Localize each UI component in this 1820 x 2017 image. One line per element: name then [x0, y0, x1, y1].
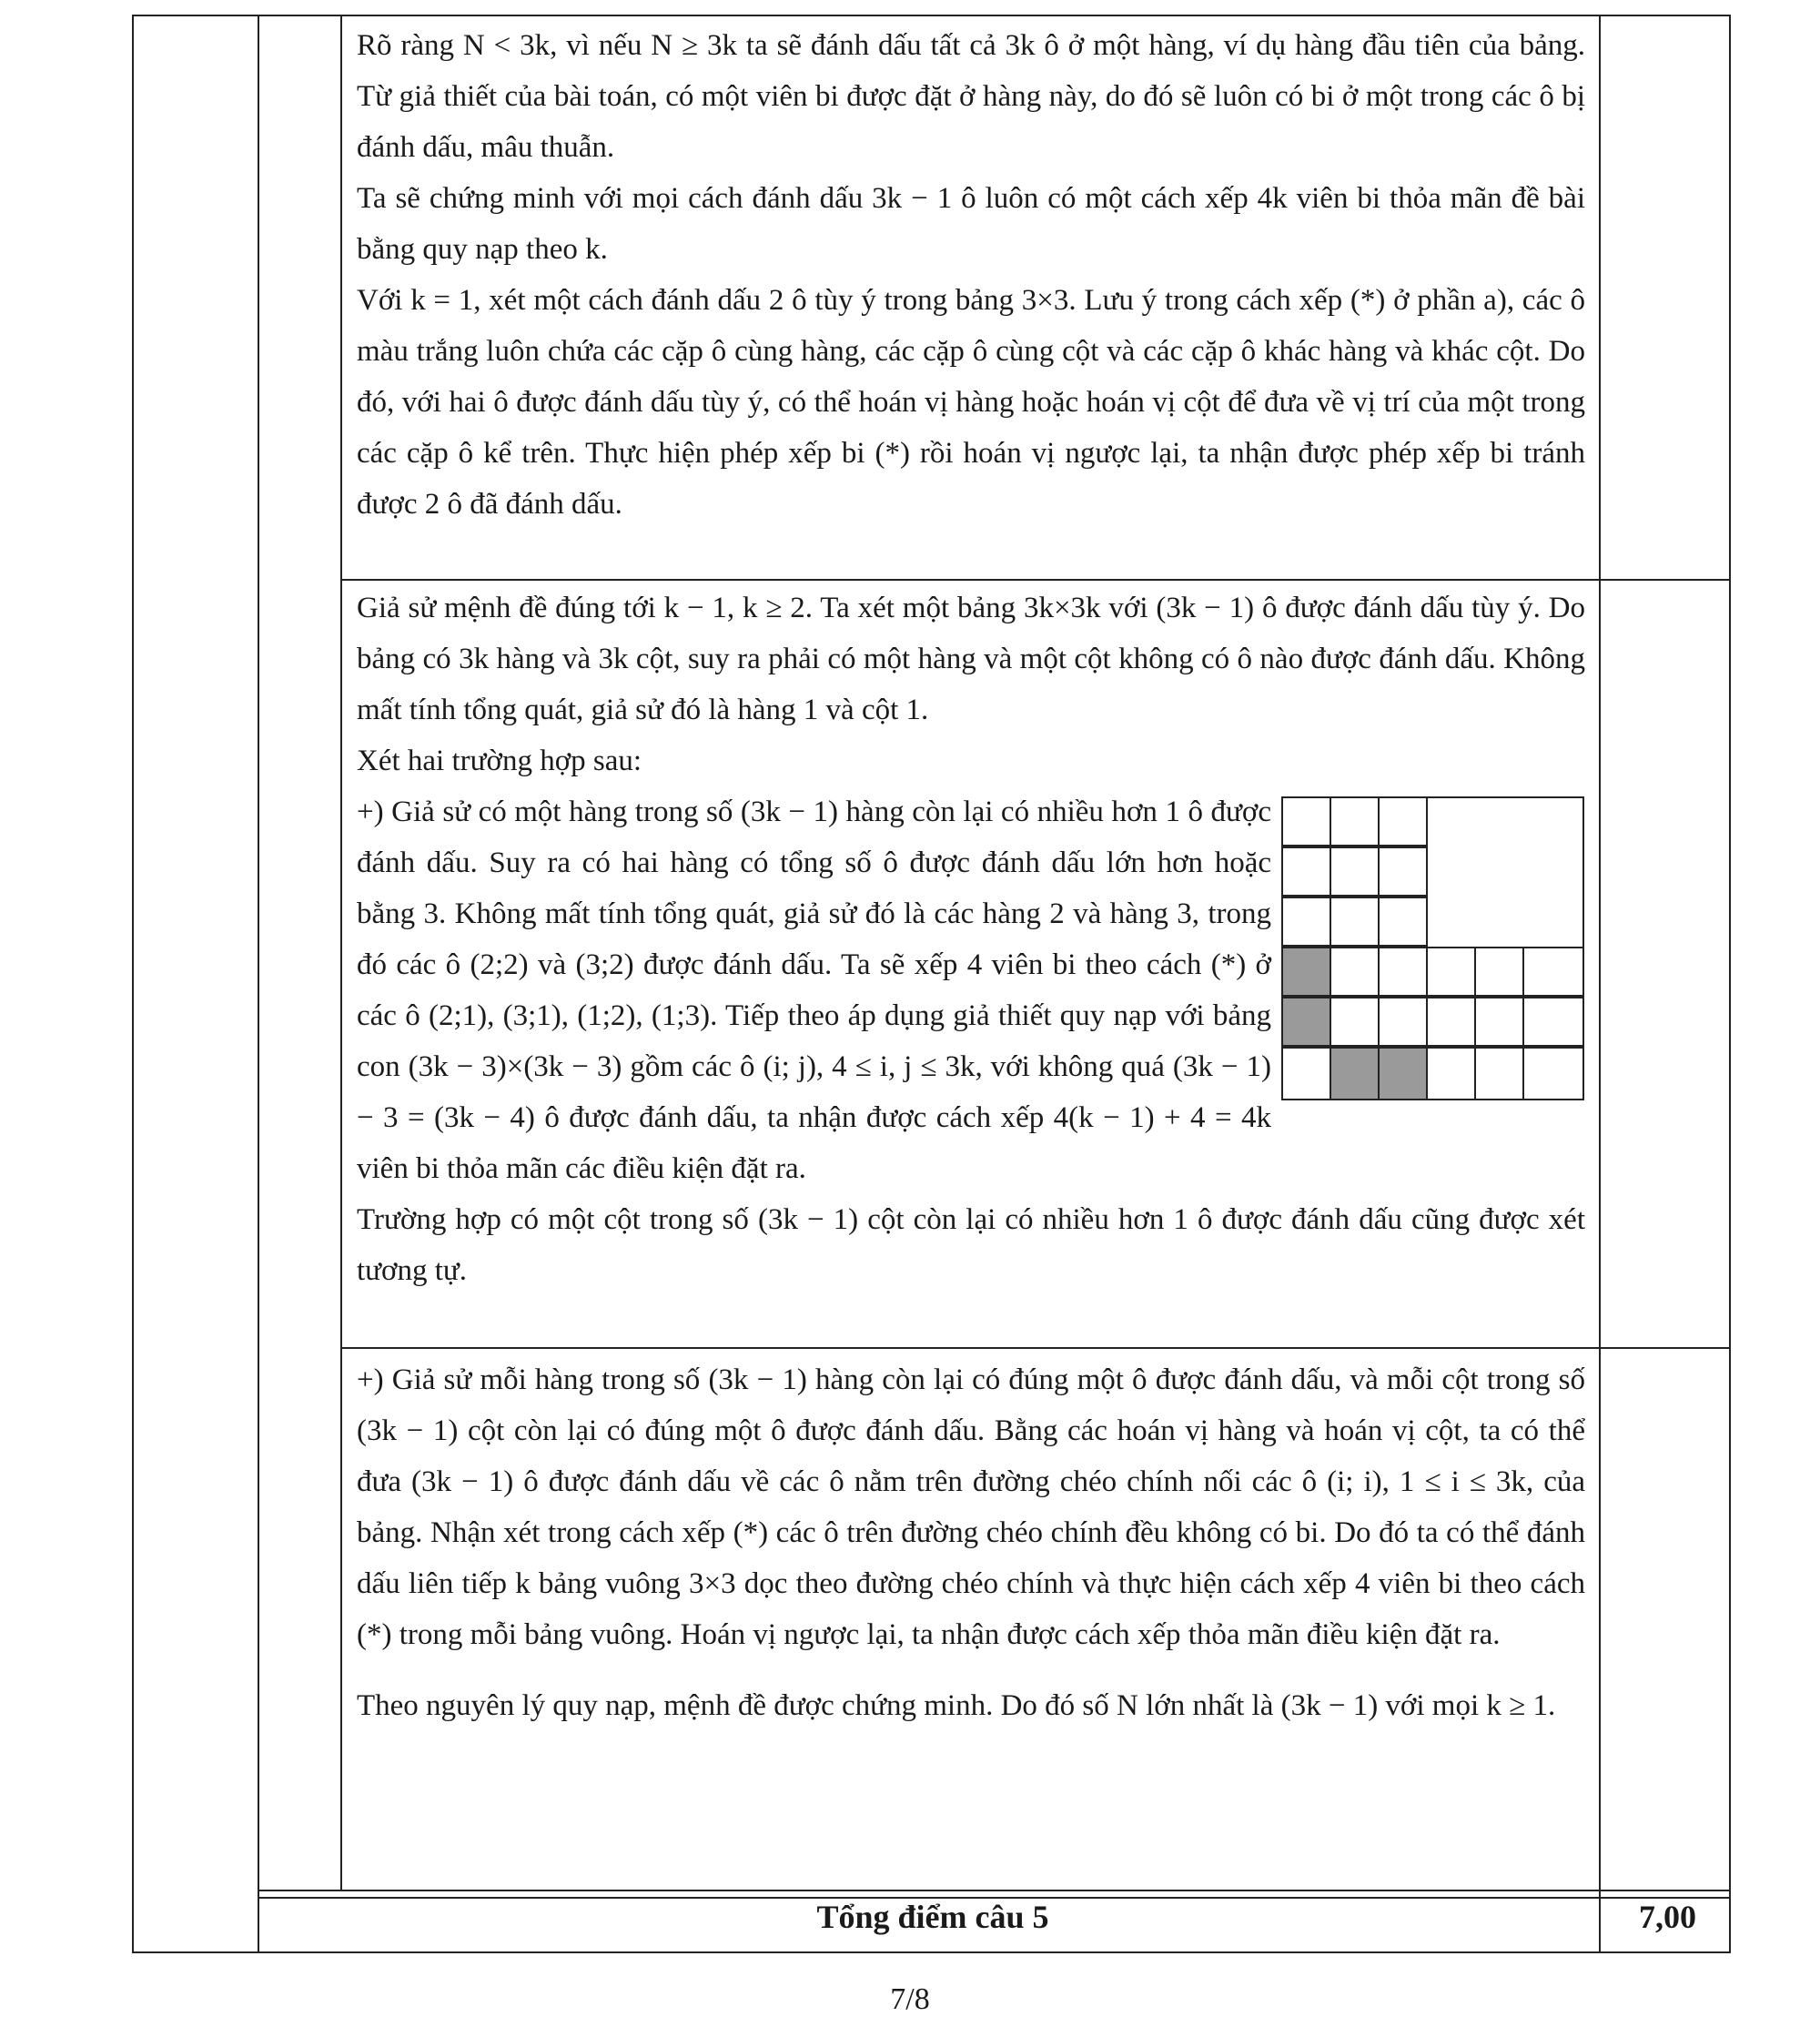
total-score-value: 7,00 — [1639, 1899, 1696, 1935]
content-right-border — [1599, 15, 1601, 1953]
board-cell — [1522, 1047, 1584, 1100]
section-2-top — [357, 583, 1585, 786]
section-1 — [357, 20, 1585, 530]
board-cell — [1378, 897, 1428, 947]
table-right-border — [1729, 15, 1731, 1953]
total-score-label: Tổng điểm câu 5 — [816, 1899, 1049, 1935]
section-2-paragraph-2: Xét hai trường hợp sau: — [357, 745, 642, 777]
board-cell — [1281, 796, 1331, 846]
board-cell — [1378, 947, 1428, 997]
board-cell — [1330, 846, 1380, 897]
section-2-paragraph-1: Giả sử mệnh đề đúng tới k − 1, k ≥ 2. Ta xét một bảng 3k×3k với (3k − 1) ô được đánh dấu tùy ý. Do bảng có 3k hàng và 3k cột, suy ra phải có một hàng và một cột không có ô nào được đánh dấu. Không mất tính tổng quát, giả sử đó là hàng 1 và cột 1. — [357, 592, 1585, 726]
section-2-paragraph-3: +) Giả sử có một hàng trong số (3k − 1) hàng còn lại có nhiều hơn 1 ô được đánh dấu. Suy ra có hai hàng có tổng số ô được đánh dấu lớn hơn hoặc bằng 3. Không mất tính tổng quát, giả sử đó là các hàng 2 và hàng 3, trong đó các ô (2;2) và (3;2) được đánh dấu. Ta sẽ xếp 4 viên bi theo cách (*) ở các ô (2;1), (3;1), (1;2), (1;3). Tiếp theo áp dụng giả thiết quy nạp với bảng con (3k − 3)×(3k − 3) gồm các ô (i; j), 4 ≤ i, j ≤ 3k, với không quá (3k − 1) − 3 = (3k − 4) ô được đánh dấu, ta nhận được cách xếp 4(k − 1) + 4 = 4k viên bi thỏa mãn các điều kiện đặt ra. — [357, 796, 1271, 1185]
marked-cell — [1330, 1047, 1380, 1100]
board-cell — [1378, 846, 1428, 897]
row-divider-1 — [340, 579, 1729, 581]
board-cell — [1378, 796, 1428, 846]
total-row-top-border — [258, 1890, 1729, 1891]
marked-cell — [1281, 997, 1331, 1047]
board-cell — [1474, 947, 1524, 997]
section-1-paragraph-2: Ta sẽ chứng minh với mọi cách đánh dấu 3k − 1 ô luôn có một cách xếp 4k viên bi thỏa mãn đề bài bằng quy nạp theo k. — [357, 182, 1585, 266]
board-cell — [1522, 947, 1584, 997]
table-col-divider-1 — [258, 15, 259, 1953]
board-cell — [1426, 997, 1476, 1047]
section-3-paragraph-2: Theo nguyên lý quy nạp, mệnh đề được chứng minh. Do đó số N lớn nhất là (3k − 1) với mọi k ≥ 1. — [357, 1689, 1556, 1722]
board-cell — [1474, 997, 1524, 1047]
board-cell — [1330, 997, 1380, 1047]
board-cell — [1281, 1047, 1331, 1100]
table-top-border — [132, 15, 1729, 16]
row-divider-2 — [340, 1347, 1729, 1349]
board-cell — [1426, 1047, 1476, 1100]
section-3 — [357, 1354, 1585, 1731]
board-cell — [1474, 1047, 1524, 1100]
board-cell — [1281, 897, 1331, 947]
section-1-paragraph-1: Rõ ràng N < 3k, vì nếu N ≥ 3k ta sẽ đánh dấu tất cả 3k ô ở một hàng, ví dụ hàng đầu tiên của bảng. Từ giả thiết của bài toán, có một viên bi được đặt ở hàng này, do đó sẽ luôn có bi ở một trong các ô bị đánh dấu, mâu thuẫn. — [357, 29, 1585, 164]
content-left-border — [340, 15, 342, 1890]
marked-board-diagram — [1281, 796, 1584, 1100]
section-2-paragraph-4: Trường hợp có một cột trong số (3k − 1) cột còn lại có nhiều hơn 1 ô được đánh dấu cũng được xét tương tự. — [357, 1203, 1585, 1287]
page-number: 7/8 — [890, 1982, 930, 2016]
section-3-paragraph-1: +) Giả sử mỗi hàng trong số (3k − 1) hàng còn lại có đúng một ô được đánh dấu, và mỗi cột trong số (3k − 1) cột còn lại có đúng một ô được đánh dấu. Bằng các hoán vị hàng và hoán vị cột, ta có thể đưa (3k − 1) ô được đánh dấu về các ô nằm trên đường chéo chính nối các ô (i; i), 1 ≤ i ≤ 3k, của bảng. Nhận xét trong cách xếp (*) các ô trên đường chéo chính đều không có bi. Do đó ta có thể đánh dấu liên tiếp k bảng vuông 3×3 dọc theo đường chéo chính và thực hiện cách xếp 4 viên bi theo cách (*) trong mỗi bảng vuông. Hoán vị ngược lại, ta nhận được cách xếp thỏa mãn điều kiện đặt ra. — [357, 1363, 1585, 1651]
board-cell — [1378, 997, 1428, 1047]
board-cell — [1330, 796, 1380, 846]
board-cell — [1426, 947, 1476, 997]
marked-cell — [1378, 1047, 1428, 1100]
board-cell — [1330, 897, 1380, 947]
board-cell — [1522, 997, 1584, 1047]
table-left-border — [132, 15, 134, 1953]
board-cell — [1330, 947, 1380, 997]
section-1-paragraph-3: Với k = 1, xét một cách đánh dấu 2 ô tùy ý trong bảng 3×3. Lưu ý trong cách xếp (*) ở phần a), các ô màu trắng luôn chứa các cặp ô cùng hàng, các cặp ô cùng cột và các cặp ô khác hàng và khác cột. Do đó, với hai ô được đánh dấu tùy ý, có thể hoán vị hàng hoặc hoán vị cột để đưa về vị trí của một trong các cặp ô kể trên. Thực hiện phép xếp bi (*) rồi hoán vị ngược lại, ta nhận được phép xếp bi tránh được 2 ô đã đánh dấu. — [357, 284, 1585, 521]
marked-cell — [1281, 947, 1331, 997]
board-cell — [1281, 846, 1331, 897]
table-bottom-border — [132, 1951, 1729, 1953]
